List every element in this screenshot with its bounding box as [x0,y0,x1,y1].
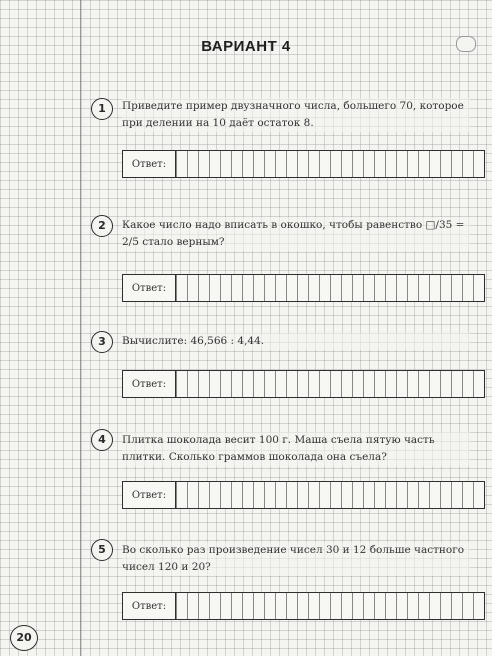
task-number-4: 4 [91,429,113,451]
answer-box-5[interactable] [122,592,485,620]
answer-box-3[interactable] [122,370,485,398]
task-text-1: Приведите пример двузначного числа, большего 70, которое при делении на 10 даёт остаток 8. [122,98,470,132]
task-text-2: Какое число надо вписать в окошко, чтобы равенство □/35 = 2/5 стало верным? [122,217,470,251]
answer-cells[interactable] [176,275,484,301]
answer-box-2[interactable] [122,274,485,302]
task-text-5: Во сколько раз произведение чисел 30 и 12 больше частного чисел 120 и 20? [122,542,470,576]
task-text-4: Плитка шоколада весит 100 г. Маша съела пятую часть плитки. Сколько граммов шоколада она съела? [122,432,470,466]
answer-label: Ответ: [123,371,176,397]
variant-title: ВАРИАНТ 4 [201,38,291,55]
page-number: 20 [10,625,38,651]
task-number-5: 5 [91,539,113,561]
answer-label: Ответ: [123,482,176,508]
answer-label: Ответ: [123,151,176,177]
task-text-3: Вычислите: 46,566 : 4,44. [122,333,470,350]
answer-label: Ответ: [123,593,176,619]
answer-box-4[interactable] [122,481,485,509]
task-number-2: 2 [91,215,113,237]
task-number-1: 1 [91,98,113,120]
task-number-3: 3 [91,331,113,353]
answer-cells[interactable] [176,371,484,397]
answer-label: Ответ: [123,275,176,301]
margin-line [80,0,81,656]
answer-cells[interactable] [176,151,484,177]
answer-cells[interactable] [176,482,484,508]
answer-box-1[interactable] [122,150,485,178]
answer-cells[interactable] [176,593,484,619]
